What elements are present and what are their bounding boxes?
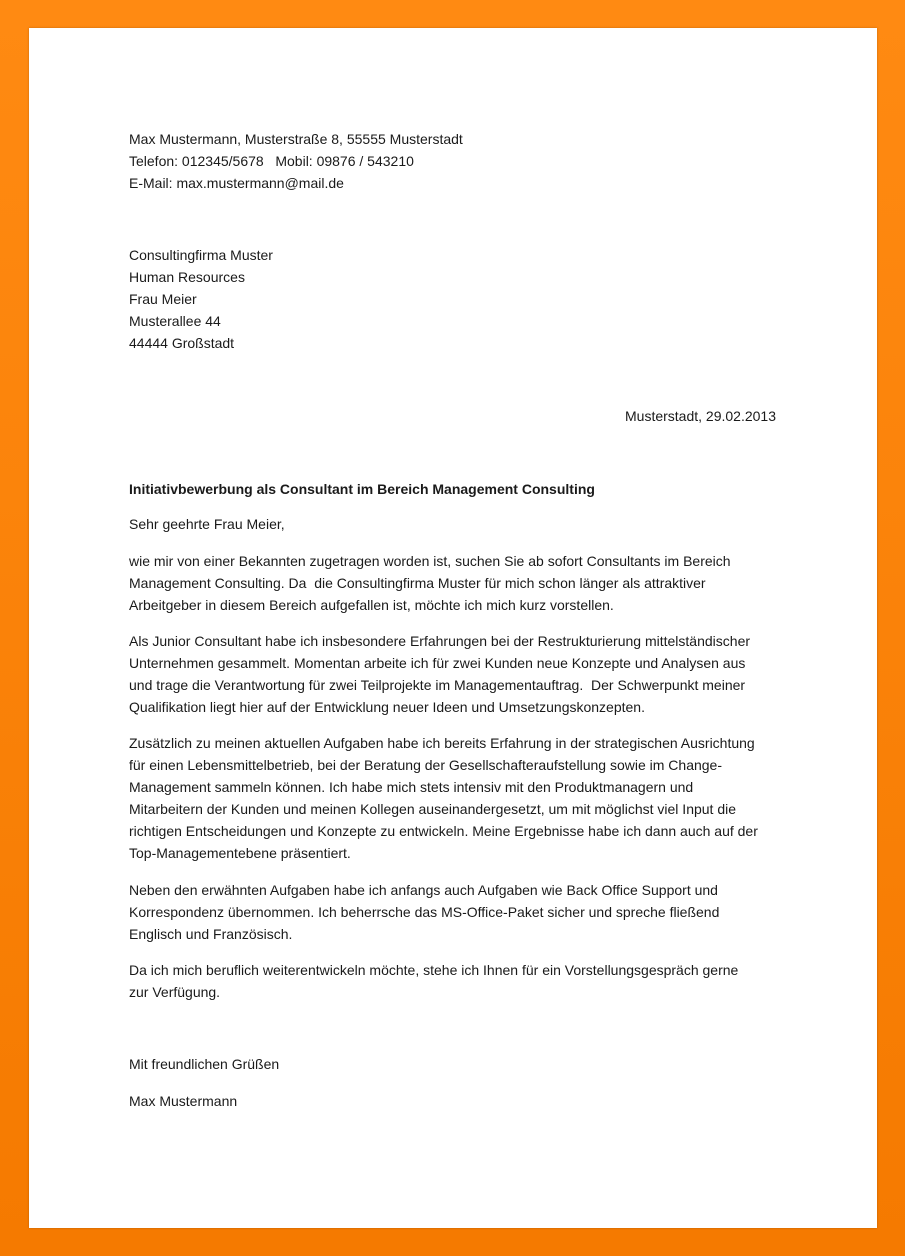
date-line: Musterstadt, 29.02.2013: [625, 408, 776, 424]
paragraph-line: Top-Managementebene präsentiert.: [129, 845, 351, 861]
paragraph-line: richtigen Entscheidungen und Konzepte zu entwickeln. Meine Ergebnisse habe ich dann auch auf der: [129, 823, 758, 839]
paragraph-1: [129, 550, 731, 616]
paragraph-line: Korrespondenz übernommen. Ich beherrsche das MS-Office-Paket sicher und spreche fließend: [129, 904, 720, 920]
subject-line: Initiativbewerbung als Consultant im Bereich Management Consulting: [129, 481, 595, 497]
recipient-person: Frau Meier: [129, 291, 197, 307]
salutation: Sehr geehrte Frau Meier,: [129, 516, 285, 532]
sender-address: [129, 128, 463, 194]
paragraph-line: Englisch und Französisch.: [129, 926, 293, 942]
signature-name: Max Mustermann: [129, 1093, 238, 1109]
paragraph-5: [129, 959, 738, 1003]
recipient-address: [129, 244, 273, 354]
sender-line-phone: Telefon: 012345/5678 Mobil: 09876 / 543210: [129, 153, 414, 169]
paragraph-4: [129, 879, 719, 945]
sender-line-name: Max Mustermann, Musterstraße 8, 55555 Musterstadt: [129, 131, 463, 147]
paragraph-3: [129, 732, 758, 864]
paragraph-line: Zusätzlich zu meinen aktuellen Aufgaben habe ich bereits Erfahrung in der strategischen Ausrichtung: [129, 735, 755, 751]
paragraph-2: [129, 630, 750, 718]
paragraph-line: Da ich mich beruflich weiterentwickeln möchte, stehe ich Ihnen für ein Vorstellungsgespräch gerne: [129, 962, 739, 978]
recipient-company: Consultingfirma Muster: [129, 247, 273, 263]
paragraph-line: Als Junior Consultant habe ich insbesondere Erfahrungen bei der Restrukturierung mittelständischer: [129, 633, 751, 649]
paragraph-line: Management sammeln können. Ich habe mich stets intensiv mit den Produktmanagern und: [129, 779, 694, 795]
paragraph-line: und trage die Verantwortung für zwei Teilprojekte im Managementauftrag. Der Schwerpunkt meiner: [129, 677, 746, 693]
paragraph-line: Arbeitgeber in diesem Bereich aufgefallen ist, möchte ich mich kurz vorstellen.: [129, 597, 614, 613]
closing-phrase: Mit freundlichen Grüßen: [129, 1056, 280, 1072]
paragraph-line: wie mir von einer Bekannten zugetragen worden ist, suchen Sie ab sofort Consultants im Bereich: [129, 553, 731, 569]
paragraph-line: Neben den erwähnten Aufgaben habe ich anfangs auch Aufgaben wie Back Office Support und: [129, 882, 718, 898]
paragraph-line: Qualifikation liegt hier auf der Entwicklung neuer Ideen und Umsetzungskonzepten.: [129, 699, 645, 715]
paragraph-line: Management Consulting. Da die Consultingfirma Muster für mich schon länger als attraktiver: [129, 575, 706, 591]
recipient-department: Human Resources: [129, 269, 245, 285]
paragraph-line: zur Verfügung.: [129, 984, 221, 1000]
paragraph-line: Mitarbeitern der Kunden und meinen Kollegen auseinandergesetzt, um mit möglichst viel Input die: [129, 801, 737, 817]
letter-page: [29, 28, 877, 1228]
recipient-city: 44444 Großstadt: [129, 335, 235, 351]
paragraph-line: Unternehmen gesammelt. Momentan arbeite ich für zwei Kunden neue Konzepte und Analysen aus: [129, 655, 746, 671]
sender-line-email: E-Mail: max.mustermann@mail.de: [129, 175, 344, 191]
recipient-street: Musterallee 44: [129, 313, 221, 329]
paragraph-line: für einen Lebensmittelbetrieb, bei der Beratung der Gesellschafteraufstellung sowie im Change-: [129, 757, 723, 773]
